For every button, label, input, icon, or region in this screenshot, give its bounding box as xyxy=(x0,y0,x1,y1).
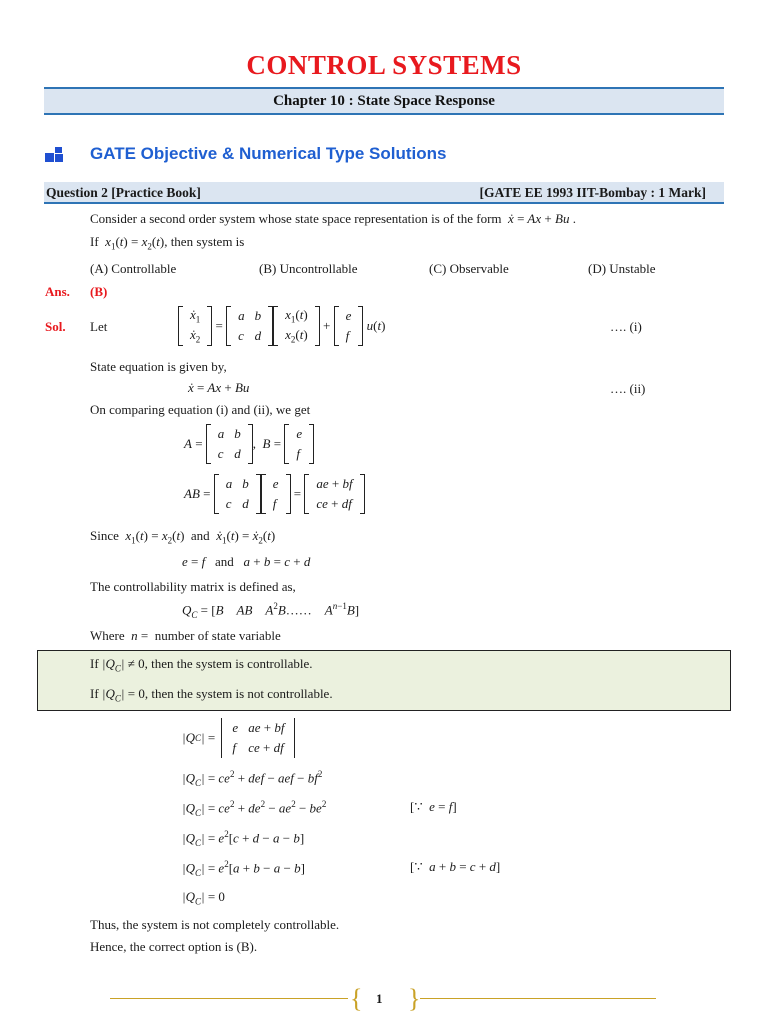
solution-label: Sol. xyxy=(45,319,66,334)
where-line: Where n = number of state variable xyxy=(90,628,281,643)
determinant-step-1: $|Q_C| = ce^2$ + def − aef − $bf^2$ xyxy=(182,769,323,788)
answer-value: (B) xyxy=(90,284,108,299)
option-b[interactable]: (B) Uncontrollable xyxy=(259,261,358,276)
option-c[interactable]: (C) Observable xyxy=(429,261,509,276)
page-number: 1 xyxy=(376,991,383,1006)
matrix-ab-product: AB = a b c d e f = ae + bf ce + df xyxy=(184,474,365,514)
answer-label: Ans. xyxy=(45,284,70,299)
box-line-controllable: If $|Q_C| \ne 0$, then the system is controllable. xyxy=(90,656,313,674)
matrix-a-b: A = a b c d , B = e f xyxy=(184,424,314,464)
option-d[interactable]: (D) Unstable xyxy=(588,261,656,276)
comparing-text: On comparing equation (i) and (ii), we get xyxy=(90,402,311,417)
footer-rule-right xyxy=(420,998,656,999)
option-a[interactable]: (A) Controllable xyxy=(90,261,177,276)
section-bullet-icon xyxy=(45,147,65,163)
state-equation-text: State equation is given by, xyxy=(90,359,227,374)
question-header xyxy=(44,182,724,204)
let-text: Let xyxy=(90,319,108,334)
chapter-heading: Chapter 10 : State Space Response xyxy=(44,87,724,115)
state-equation: ẋ = Ax + Bu xyxy=(188,380,250,395)
equation-number-ii: …. (ii) xyxy=(610,381,646,396)
reason-sum-equal: [∵ a + b = c + d] xyxy=(410,859,501,874)
question-stem: Consider a second order system whose state space representation is of the form ẋ = Ax + Bu . xyxy=(90,211,576,226)
equation-number-i: …. (i) xyxy=(610,319,642,334)
section-title: GATE Objective & Numerical Type Solutions xyxy=(90,144,447,163)
question-condition: If $x_1(t) = x_2(t)$, then system is xyxy=(90,234,245,252)
document-title: CONTROL SYSTEMS xyxy=(246,50,522,80)
reason-e-equals-f: [∵ e = f] xyxy=(410,799,457,814)
controllability-matrix: $Q_C = [B$ AB $A^2B\dots\dots$ $A^{n-1}B$] xyxy=(182,601,360,620)
box-line-not-controllable: If $|Q_C| = 0$, then the system is not controllable. xyxy=(90,686,333,704)
controllability-text: The controllability matrix is defined as, xyxy=(90,579,296,594)
determinant-step-2: $|Q_C| = ce^2 + de^2 - ae^2 - be^2$ xyxy=(182,799,327,818)
conclusion-line-2: Hence, the correct option is (B). xyxy=(90,939,258,954)
footer-rule-left xyxy=(110,998,348,999)
question-source: [GATE EE 1993 IIT-Bombay : 1 Mark] xyxy=(479,185,706,200)
footer-brace-right: } xyxy=(408,984,421,1013)
determinant-qc: |Q C | = e ae + bf f ce + df xyxy=(182,718,298,758)
conclusion-line-1: Thus, the system is not completely controllable. xyxy=(90,917,340,932)
determinant-result: $|Q_C| = 0$ xyxy=(182,889,225,907)
determinant-step-4: $|Q_C| = e^2[a + b - a - b]$ xyxy=(182,859,305,878)
since-line: Since $x_1(t) = x_2(t)$ and ẋ$_1$(t) = ẋ$_2$(t) xyxy=(90,528,276,546)
state-space-equation: ẋ$_1$ ẋ$_2$ = a b c d $x_1(t)$ $x_2(t)$ + e f u ( t ) xyxy=(178,306,385,346)
footer-brace-left: { xyxy=(350,984,363,1013)
e-equals-f-line: e = f and a + b = c + d xyxy=(182,554,311,569)
question-label: Question 2 [Practice Book] xyxy=(46,185,201,200)
determinant-step-3: $|Q_C| = e^2[c + d - a - b]$ xyxy=(182,829,305,848)
